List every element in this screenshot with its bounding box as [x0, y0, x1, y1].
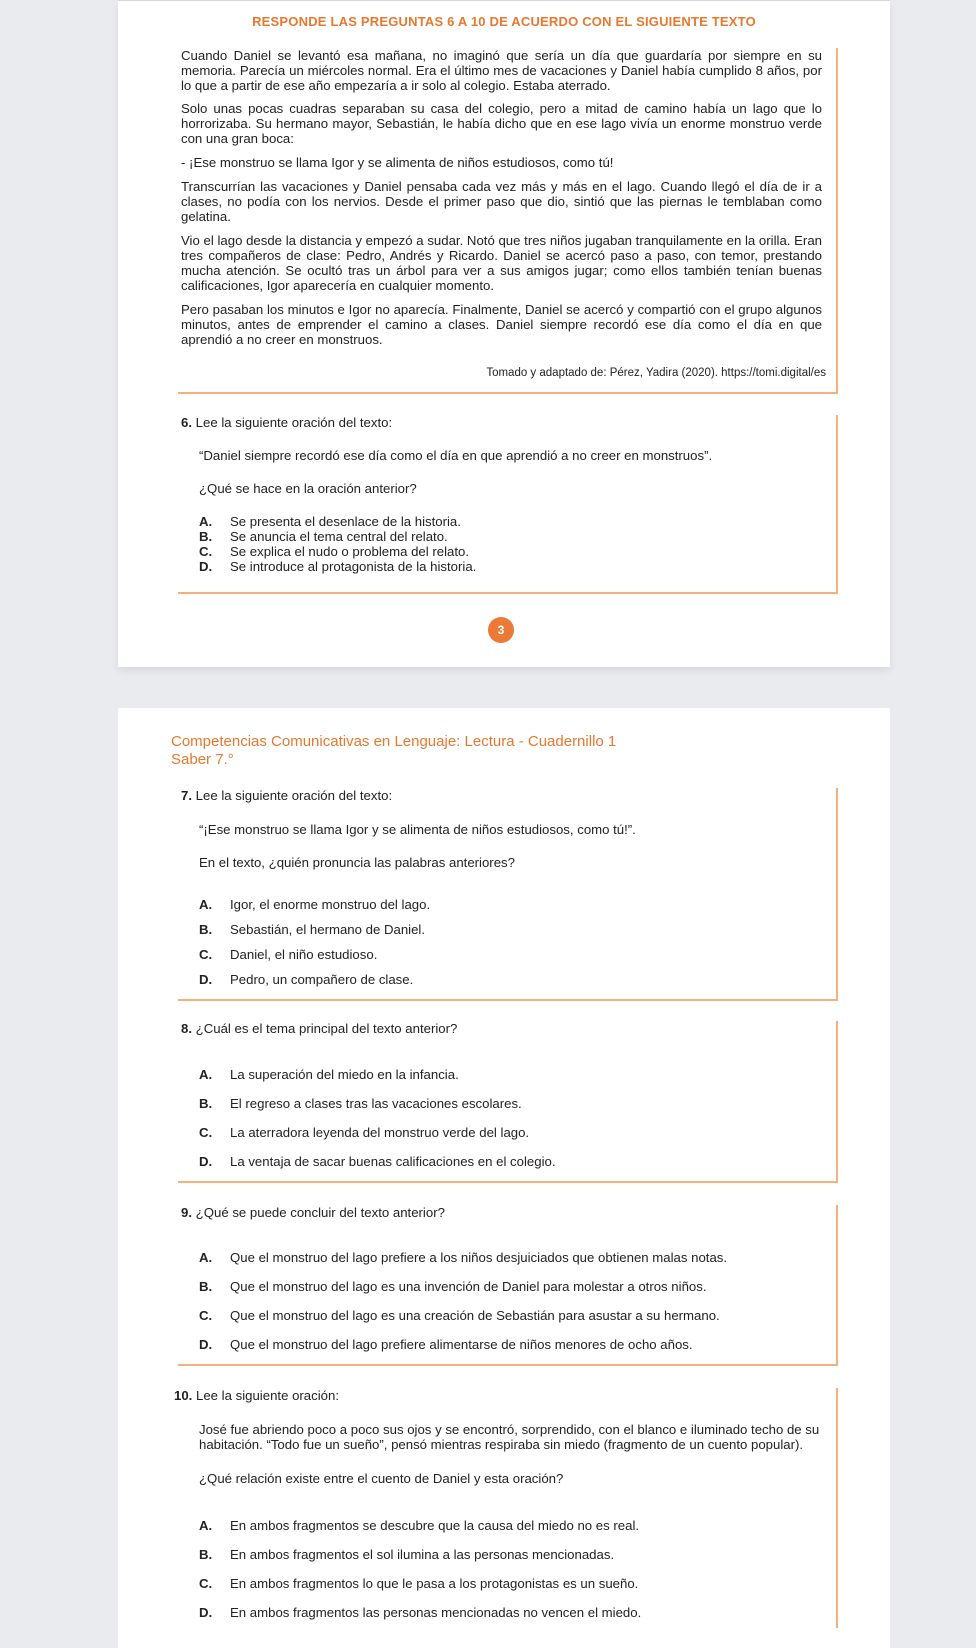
- q6-option-a[interactable]: [199, 514, 799, 529]
- option-letter: C.: [199, 1308, 213, 1323]
- q7-option-b[interactable]: [199, 922, 799, 937]
- option-letter: B.: [199, 1096, 213, 1111]
- q8-option-c[interactable]: [199, 1125, 819, 1140]
- q7-number: 7.: [181, 788, 192, 803]
- option-letter: A.: [199, 1518, 213, 1533]
- option-letter: A.: [199, 1250, 213, 1265]
- q7-quote: “¡Ese monstruo se llama Igor y se alimenta de niños estudiosos, como tú!”.: [199, 822, 636, 837]
- q8-option-d[interactable]: [199, 1154, 819, 1169]
- q9-option-d[interactable]: [199, 1337, 829, 1352]
- option-letter: C.: [199, 1125, 213, 1140]
- option-text: La superación del miedo en la infancia.: [230, 1067, 459, 1082]
- option-letter: D.: [199, 972, 213, 987]
- q7-option-a[interactable]: [199, 897, 799, 912]
- q8-border-bottom: [178, 1181, 838, 1183]
- option-text: En ambos fragmentos el sol ilumina a las personas mencionadas.: [230, 1547, 615, 1562]
- q6-border-bottom: [178, 592, 838, 594]
- story-paragraph: Transcurrían las vacaciones y Daniel pensaba cada vez más y más en el lago. Cuando llegó el día de ir a clases, no podía con los nervios. Desde el primer paso que dio, sintió que las piernas le temblaban como gelatina.: [181, 179, 822, 224]
- story-paragraph: Solo unas pocas cuadras separaban su casa del colegio, pero a mitad de camino había un lago que lo horrorizaba. Su hermano mayor, Sebastián, le había dicho que en ese lago vivía un enorme monstruo verde con una gran boca:: [181, 101, 822, 146]
- story-source: Tomado y adaptado de: Pérez, Yadira (2020). https://tomi.digital/es: [486, 367, 826, 379]
- option-text: En ambos fragmentos lo que le pasa a los protagonistas es un sueño.: [230, 1576, 639, 1591]
- option-text: Que el monstruo del lago es una invención de Daniel para molestar a otros niños.: [230, 1279, 707, 1294]
- option-letter: D.: [199, 1337, 213, 1352]
- q9-number: 9.: [181, 1205, 192, 1220]
- option-letter: D.: [199, 1154, 213, 1169]
- story-border-right: [836, 48, 838, 393]
- option-letter: D.: [199, 559, 213, 574]
- option-text: En ambos fragmentos las personas mencionadas no vencen el miedo.: [230, 1605, 642, 1620]
- q8-option-a[interactable]: [199, 1067, 819, 1082]
- q6-option-b[interactable]: [199, 529, 799, 544]
- story-paragraph: Cuando Daniel se levantó esa mañana, no imaginó que sería un día que guardaría por siempre en su memoria. Parecía un miércoles normal. Era el último mes de vacaciones y Daniel había cumplido 8 años, por lo que a partir de ese año empezaría a ir solo al colegio. Estaba aterrado.: [181, 48, 822, 93]
- option-text: La ventaja de sacar buenas calificaciones en el colegio.: [230, 1154, 556, 1169]
- q9-border-right: [836, 1205, 838, 1365]
- q9-option-b[interactable]: [199, 1279, 829, 1294]
- option-text: Igor, el enorme monstruo del lago.: [230, 897, 431, 912]
- page-2: [118, 708, 890, 1648]
- option-letter: B.: [199, 1279, 213, 1294]
- q10-quote: José fue abriendo poco a poco sus ojos y se encontró, sorprendido, con el blanco e iluminado techo de su habitación. “Todo fue un sueño”, pensó mientras respiraba sin miedo (fragmento de un cuento popular).: [199, 1422, 820, 1452]
- q6-option-d[interactable]: [199, 559, 799, 574]
- q10-option-b[interactable]: [199, 1547, 829, 1562]
- option-text: Se introduce al protagonista de la historia.: [230, 559, 477, 574]
- q10-option-a[interactable]: [199, 1518, 829, 1533]
- section-heading: RESPONDE LAS PREGUNTAS 6 A 10 DE ACUERDO CON EL SIGUIENTE TEXTO: [252, 14, 756, 29]
- q10-option-d[interactable]: [199, 1605, 829, 1620]
- option-letter: B.: [199, 922, 213, 937]
- q10-number: 10.: [174, 1388, 193, 1403]
- option-letter: A.: [199, 897, 213, 912]
- option-text: Sebastián, el hermano de Daniel.: [230, 922, 426, 937]
- option-letter: B.: [199, 529, 213, 544]
- q6-prompt-text: Lee la siguiente oración del texto:: [195, 415, 393, 430]
- option-text: Se anuncia el tema central del relato.: [230, 529, 448, 544]
- q6-border-right: [836, 415, 838, 594]
- q6-number: 6.: [181, 415, 192, 430]
- option-text: El regreso a clases tras las vacaciones escolares.: [230, 1096, 522, 1111]
- q7-prompt-text: Lee la siguiente oración del texto:: [195, 788, 393, 803]
- q10-question: ¿Qué relación existe entre el cuento de Daniel y esta oración?: [199, 1471, 564, 1486]
- option-letter: C.: [199, 1576, 213, 1591]
- q7-option-c[interactable]: [199, 947, 799, 962]
- option-text: Se presenta el desenlace de la historia.: [230, 514, 461, 529]
- q10-option-c[interactable]: [199, 1576, 829, 1591]
- option-letter: C.: [199, 947, 213, 962]
- option-letter: A.: [199, 1067, 213, 1082]
- q6-quote: “Daniel siempre recordó ese día como el día en que aprendió a no creer en monstruos”.: [199, 448, 713, 463]
- q7-question: En el texto, ¿quién pronuncia las palabras anteriores?: [199, 855, 515, 870]
- q7-prompt: [181, 788, 781, 803]
- q10-prompt-text: Lee la siguiente oración:: [196, 1388, 339, 1403]
- option-text: La aterradora leyenda del monstruo verde del lago.: [230, 1125, 530, 1140]
- q9-question-text: ¿Qué se puede concluir del texto anterior?: [195, 1205, 445, 1220]
- option-text: Se explica el nudo o problema del relato.: [230, 544, 469, 559]
- q6-option-c[interactable]: [199, 544, 799, 559]
- q9-option-c[interactable]: [199, 1308, 829, 1323]
- story-paragraph: Pero pasaban los minutos e Igor no aparecía. Finalmente, Daniel se acercó y compartió con el grupo algunos minutos, antes de emprender el camino a clases. Daniel siempre recordó ese día como el día en que aprendió a no creer en monstruos.: [181, 302, 822, 347]
- option-text: Pedro, un compañero de clase.: [230, 972, 414, 987]
- q10-prompt: [174, 1388, 774, 1403]
- option-text: Que el monstruo del lago prefiere a los niños desjuiciados que obtienen malas notas.: [230, 1250, 728, 1265]
- page-1: [118, 0, 890, 667]
- q9-option-a[interactable]: [199, 1250, 829, 1265]
- option-letter: D.: [199, 1605, 213, 1620]
- book-title: Competencias Comunicativas en Lenguaje: Lectura - Cuadernillo 1: [171, 733, 617, 750]
- q8-question: [181, 1021, 781, 1036]
- option-text: Que el monstruo del lago prefiere alimentarse de niños menores de ocho años.: [230, 1337, 693, 1352]
- option-letter: A.: [199, 514, 213, 529]
- q7-border-bottom: [178, 999, 838, 1001]
- option-text: Daniel, el niño estudioso.: [230, 947, 378, 962]
- option-letter: B.: [199, 1547, 213, 1562]
- q9-border-bottom: [178, 1364, 838, 1366]
- q6-options: [199, 514, 799, 574]
- q6-question: ¿Qué se hace en la oración anterior?: [199, 481, 417, 496]
- book-grade: Saber 7.°: [171, 751, 234, 768]
- q8-border-right: [836, 1021, 838, 1182]
- q8-question-text: ¿Cuál es el tema principal del texto anterior?: [195, 1021, 458, 1036]
- option-text: Que el monstruo del lago es una creación de Sebastián para asustar a su hermano.: [230, 1308, 720, 1323]
- q6-prompt: [181, 415, 781, 430]
- page-number: 3: [488, 617, 514, 643]
- story-text: [181, 48, 822, 347]
- option-text: En ambos fragmentos se descubre que la causa del miedo no es real.: [230, 1518, 640, 1533]
- option-letter: C.: [199, 544, 213, 559]
- q8-number: 8.: [181, 1021, 192, 1036]
- q7-option-d[interactable]: [199, 972, 799, 987]
- q7-border-right: [836, 788, 838, 1000]
- story-border-bottom: [178, 392, 838, 394]
- q10-border-right: [836, 1388, 838, 1628]
- story-paragraph: - ¡Ese monstruo se llama Igor y se alimenta de niños estudiosos, como tú!: [181, 155, 614, 170]
- q8-option-b[interactable]: [199, 1096, 819, 1111]
- story-paragraph: Vio el lago desde la distancia y empezó a sudar. Notó que tres niños jugaban tranquilamente en la orilla. Eran tres compañeros de clase: Pedro, Andrés y Ricardo. Daniel se acercó paso a paso, con temor, prestando mucha atención. Se ocultó tras un árbol para ver a sus amigos jugar; como ellos también tenían buenas calificaciones, Igor aparecería en cualquier momento.: [181, 233, 822, 293]
- q9-question: [181, 1205, 781, 1220]
